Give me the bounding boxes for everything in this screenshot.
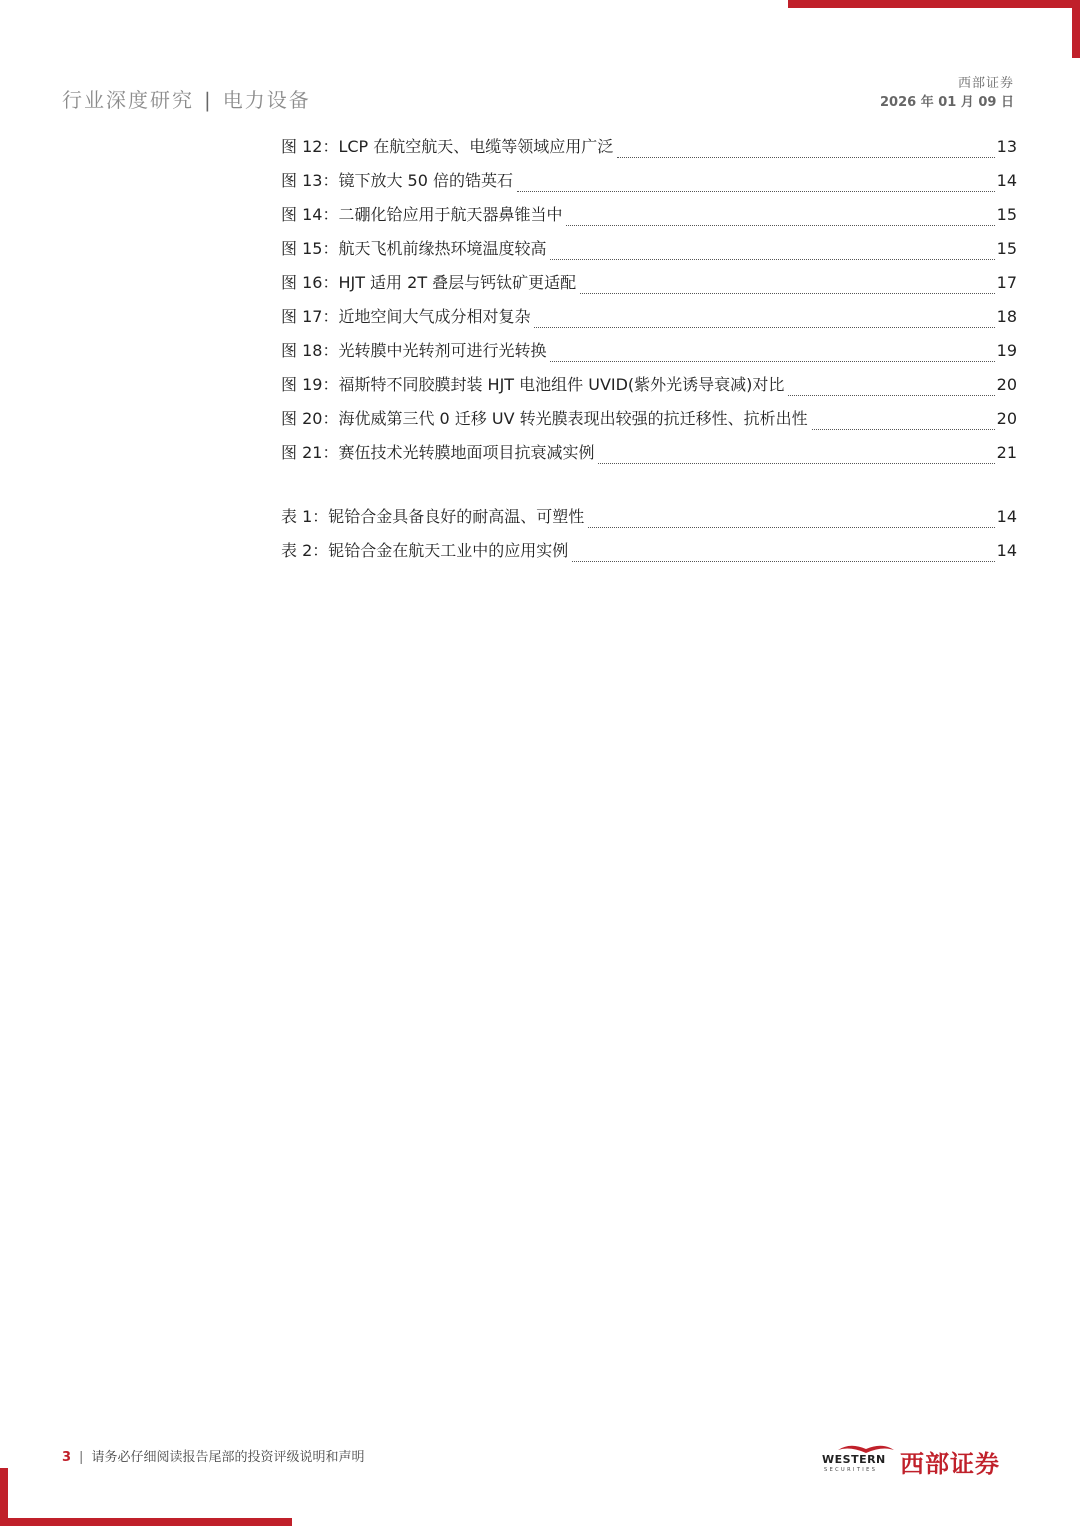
- toc-entry-page: 21: [996, 443, 1017, 462]
- toc-leader-dots: [588, 526, 994, 528]
- toc-entry-page: 20: [996, 375, 1017, 394]
- toc-entry[interactable]: [281, 134, 1017, 168]
- toc-leader-dots: [788, 394, 994, 396]
- page-footer: [62, 1446, 364, 1465]
- industry-name: 电力设备: [222, 88, 311, 112]
- toc-entry-page: 14: [996, 541, 1017, 560]
- toc-entry-label: 图 17：近地空间大气成分相对复杂: [281, 307, 531, 326]
- tables-toc: [281, 504, 1017, 572]
- toc-entry-label: 图 14：二硼化铪应用于航天器鼻锥当中: [281, 205, 563, 224]
- frame-corner-bottom-vertical: [0, 1468, 8, 1526]
- toc-entry-label: 图 13：镜下放大 50 倍的锆英石: [281, 171, 513, 190]
- toc-entry[interactable]: [281, 304, 1017, 338]
- page-number: 3: [62, 1450, 72, 1465]
- logo-english: WESTERN: [822, 1453, 886, 1466]
- footer-separator: |: [79, 1450, 84, 1465]
- toc-entry-page: 15: [996, 205, 1017, 224]
- bull-horns-icon: [836, 1440, 896, 1454]
- company-logo: [822, 1440, 1018, 1480]
- toc-entry-label: 图 16：HJT 适用 2T 叠层与钙钛矿更适配: [281, 273, 577, 292]
- toc-entry-label: 图 21：赛伍技术光转膜地面项目抗衰减实例: [281, 443, 595, 462]
- logo-english-sub: SECURITIES: [824, 1467, 878, 1473]
- header-brand: 西部证券: [957, 76, 1014, 91]
- toc-entry-page: 13: [996, 137, 1017, 156]
- report-header: [62, 84, 311, 113]
- report-date: 2026 年 01 月 09 日: [880, 95, 1014, 110]
- header-separator: |: [204, 88, 213, 112]
- frame-corner-top: [788, 0, 1080, 8]
- toc-entry-label: 图 15：航天飞机前缘热环境温度较高: [281, 239, 547, 258]
- toc-entry[interactable]: [281, 440, 1017, 474]
- toc-leader-dots: [598, 462, 994, 464]
- toc-entry[interactable]: [281, 236, 1017, 270]
- toc-leader-dots: [580, 292, 994, 294]
- report-type: 行业深度研究: [62, 88, 194, 112]
- toc-entry[interactable]: [281, 168, 1017, 202]
- frame-corner-bottom: [0, 1518, 292, 1526]
- toc-leader-dots: [550, 258, 994, 260]
- footer-disclaimer: 请务必仔细阅读报告尾部的投资评级说明和声明: [91, 1450, 365, 1465]
- toc-entry[interactable]: [281, 338, 1017, 372]
- frame-corner-top-vertical: [1072, 0, 1080, 58]
- header-meta: [880, 74, 1014, 112]
- toc-entry[interactable]: [281, 372, 1017, 406]
- toc-leader-dots: [617, 156, 994, 158]
- toc-entry-label: 图 18：光转膜中光转剂可进行光转换: [281, 341, 547, 360]
- toc-entry-label: 图 19：福斯特不同胶膜封装 HJT 电池组件 UVID(紫外光诱导衰减)对比: [281, 375, 785, 394]
- toc-leader-dots: [517, 190, 995, 192]
- toc-entry-page: 20: [996, 409, 1017, 428]
- toc-entry-page: 19: [996, 341, 1017, 360]
- toc-entry-label: 表 2：铌铪合金在航天工业中的应用实例: [281, 541, 569, 560]
- toc-entry[interactable]: [281, 504, 1017, 538]
- toc-entry-page: 14: [996, 507, 1017, 526]
- toc-entry[interactable]: [281, 270, 1017, 304]
- toc-entry[interactable]: [281, 406, 1017, 440]
- toc-entry-label: 图 20：海优威第三代 0 迁移 UV 转光膜表现出较强的抗迁移性、抗析出性: [281, 409, 808, 428]
- toc-leader-dots: [550, 360, 994, 362]
- toc-leader-dots: [566, 224, 994, 226]
- toc-entry-label: 图 12：LCP 在航空航天、电缆等领域应用广泛: [281, 137, 614, 156]
- toc-entry-page: 18: [996, 307, 1017, 326]
- toc-entry-label: 表 1：铌铪合金具备良好的耐高温、可塑性: [281, 507, 585, 526]
- toc-entry-page: 15: [996, 239, 1017, 258]
- toc-leader-dots: [812, 428, 995, 430]
- toc-entry-page: 17: [996, 273, 1017, 292]
- toc-entry[interactable]: [281, 202, 1017, 236]
- toc-entry-page: 14: [996, 171, 1017, 190]
- logo-chinese: 西部证券: [900, 1450, 1000, 1478]
- toc-leader-dots: [572, 560, 994, 562]
- figures-toc: [281, 134, 1017, 474]
- toc-entry[interactable]: [281, 538, 1017, 572]
- toc-leader-dots: [534, 326, 994, 328]
